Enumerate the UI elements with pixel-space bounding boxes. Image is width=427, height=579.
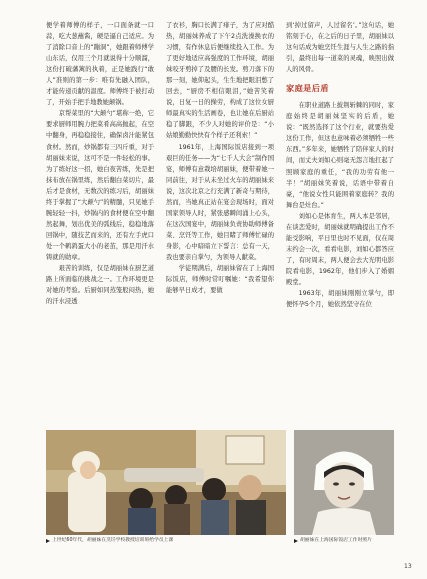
paragraph: 艰苦的训练，仅是胡丽妹在厨艺道路上所面临的挑战之一。工作环境更是对她的考验。后厨如同蒸笼般闷热，她的汗水浸透 [46, 265, 154, 306]
caption-text: 胡丽妹在上海国际饭店工作时照片 [300, 538, 372, 543]
paragraph: 了衣衫，胸口长满了痱子，为了应对酷热，胡丽妹养成了下午2点洗澡换衣的习惯，有作休息后便继续投入工作。为了更好地适应高强度的工作环境，胡丽妹咬牙剪掉了及腰的长发。剪刀落下的那一刻，她仰起头，生生地把眼泪憋了回去，“厨房不相信眼泪，”她苦笑着说，日复一日的操劳，构成了这位女厨师最真实的生活画卷，也让她在后厨站稳了脚跟，不少人对她的评价是：“小姑娘勤勤快快有个样子还利索！” [166, 22, 274, 140]
portrait-photo-image [294, 430, 394, 535]
photo-caption-left [46, 537, 286, 544]
column-1 [46, 20, 154, 424]
paragraph: 京帮菜里的“大颠勺”堪称一绝，它要求厨师用腕力把菜肴高高抛起，在空中翻身，再稳稳接住，确保卤汁能紧包食材。然而，炒锅都有三四斤重，对于胡丽妹来说，这可不是一件轻松的事。为了练好这一招，她白夜苦练，先是把抹布放在锅里练，然后翻白菜切片，最后才是食材，无数次的练习后，胡丽妹终于掌握了“大颠勺”的精髓，只见她手腕轻轻一抖，炒锅内的食材便在空中翻然起舞，划出优美的弧线后，稳稳地落回锅中，随技艺而来的，还有左手虎口处一个鹌鹑蛋大小的老茧，那是用汗水铸就的勋章。 [46, 110, 154, 261]
photo-caption-right [294, 537, 404, 544]
paragraph: 1961年，上海国际饭店接到一项艰巨的任务——为“七千人大会”制作国宴，师傅有意栽培胡丽妹，便带着她一同前往，对于从未坐过火车的胡丽妹来说，这次北京之行充满了新奇与期待，然而，当她真正站在宴会现场时，面对国家领导人时，紧张感瞬间涌上心头，在这次国宴中，胡丽妹负责协助师傅备菜、烹饪等工作，她目睹了师傅忙碌的身影，心中暗暗立下誓言：总有一天，我也要亲自掌勺，为领导人献菜。 [166, 143, 274, 261]
training-class-photo [46, 430, 286, 535]
page-number: 13 [404, 563, 412, 570]
paragraph: 刘如心是体育生，两人本是邻居，在谈恋爱时，胡丽妹就明确提出工作不能受影响，平日里也时不见面，仅在周末约会一次，看看电影，刘如心都答应了，有时周末，两人便会去大光明电影院看电影，1962年，他们步入了婚姻殿堂。 [286, 212, 394, 286]
caption-text: 上世纪60年代，胡丽妹在烹饪学校教授培训班给学员上课 [52, 538, 174, 543]
caption-triangle-icon [46, 539, 50, 543]
column-2 [166, 20, 274, 424]
portrait-photo [294, 430, 394, 535]
paragraph: 便学着师傅的样子，一口面条就一口蒜，吃大葱蘸酱，硬是逼自己适应。为了消除口音上的“蹦洞”，她跟着师傅学山东话，仅用三个月就说得十分顺溜，这份打破藩篱的执着，正是她践行“敢人”准则的第一步：唯有先融入团队，才能传递贡献的温度。师傅终于被打动了，开始手把手地教她颠锅。 [46, 22, 154, 107]
column-3 [286, 20, 394, 424]
paragraph: 1963年，胡丽妹刚刚立掌勺，即便怀孕5个月，她依然坚守在位 [286, 290, 394, 309]
training-class-photo-image [46, 430, 286, 535]
section-heading: 家庭是后盾 [286, 83, 329, 94]
article-body [46, 20, 394, 424]
paragraph: 学徒期满后，胡丽妹留在了上海国际饭店，师傅时常叮嘱她：“我希望你能够早日成才，要做 [166, 265, 274, 295]
paragraph: 到‘掉过留声，人过留名’。”这句话，她铭刻于心，在之后的日子里，胡丽妹以这句话成为她烹饪生涯与人生之路的指引，最终出每一道菜的灵魂，映照出做人的风骨。 [286, 22, 394, 74]
caption-triangle-icon [294, 539, 298, 543]
paragraph: 在职业道路上披荆斩棘的同时，家庭始终是胡丽妹坚实的后盾，她说：“既然选择了这个行业，就要热爱这份工作，但这也意味着必须牺牲一些东西。”多年来，她牺牲了陪伴家人的时间，而丈夫刘如心则毫无怨言地扛起了照顾家庭的重任，“我的功劳有他一半！”胡丽妹笑着说，话语中带着自豪，“他说女性只能围着家庭转？我的舞台是灶台。” [286, 102, 394, 209]
